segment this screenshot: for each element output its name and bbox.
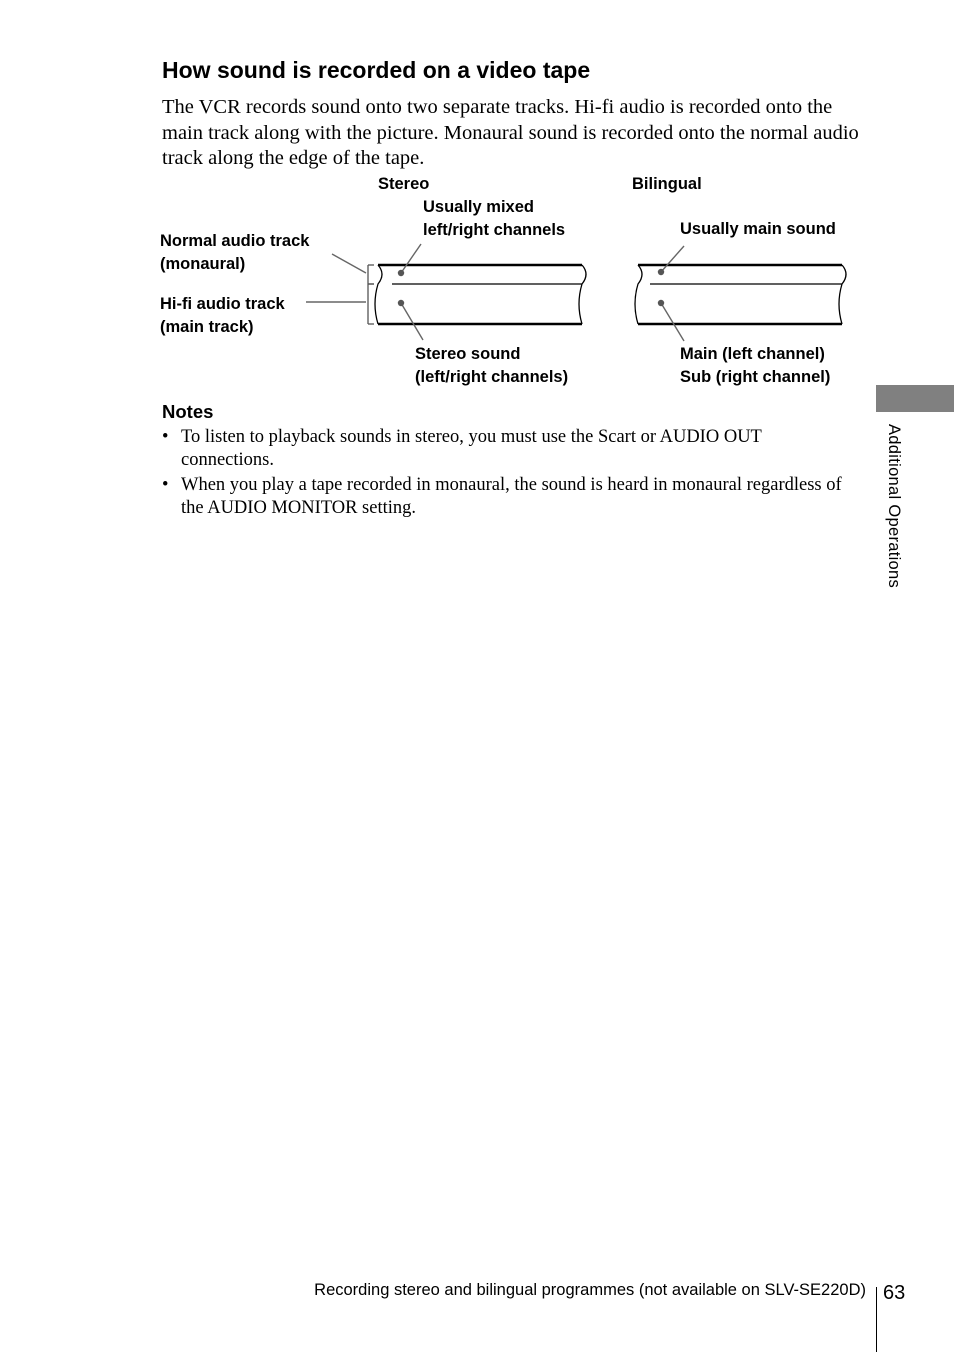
bilingual-bottom-dot: [658, 300, 664, 306]
stereo-top-label: [423, 196, 565, 242]
normal-track-leader: [332, 254, 366, 273]
footer-divider: [876, 1287, 877, 1352]
note-item: [162, 426, 852, 472]
section-tab-marker: [876, 385, 954, 412]
hifi-track-label: [160, 293, 285, 339]
section-heading: How sound is recorded on a video tape: [162, 57, 591, 83]
normal-track-label-line-2: (monaural): [160, 255, 246, 273]
stereo-top-label-line-2: left/right channels: [423, 221, 566, 239]
bullet-icon: •: [162, 475, 169, 495]
stereo-bottom-label-line-1: Stereo sound: [415, 345, 521, 363]
bilingual-top-dot: [658, 269, 664, 275]
stereo-title: Stereo: [378, 175, 430, 193]
page-number: 63: [883, 1282, 906, 1304]
stereo-bottom-label: [415, 343, 568, 389]
stereo-bottom-label-line-2: (left/right channels): [415, 368, 569, 386]
track-bracket: [368, 265, 374, 324]
note-text: To listen to playback sounds in stereo, you must use the Scart or AUDIO OUT connections.: [181, 427, 762, 470]
bilingual-bottom-label-line-1: Main (left channel): [680, 345, 825, 363]
intro-paragraph: The VCR records sound onto two separate tracks. Hi-fi audio is recorded onto the main track along with the picture. Monaural sound is recorded onto the normal audio track along the edge of the tape.: [162, 96, 859, 169]
stereo-tape: [375, 265, 586, 324]
bilingual-bottom-label-line-2: Sub (right channel): [680, 368, 831, 386]
bullet-icon: •: [162, 427, 169, 447]
notes-list: [162, 426, 852, 522]
notes-title: Notes: [162, 401, 214, 422]
hifi-track-label-line-2: (main track): [160, 318, 254, 336]
footer-chapter-title: Recording stereo and bilingual programmes (not available on SLV-SE220D): [314, 1281, 866, 1299]
bilingual-bottom-leader: [661, 303, 684, 341]
hifi-track-label-line-1: Hi-fi audio track: [160, 295, 285, 313]
bilingual-top-leader: [661, 246, 684, 272]
section-side-label: Additional Operations: [885, 424, 903, 589]
normal-track-label-line-1: Normal audio track: [160, 232, 310, 250]
note-item: [162, 474, 852, 520]
normal-track-label: [160, 230, 309, 276]
note-text: When you play a tape recorded in monaural, the sound is heard in monaural regardless of the AUDIO MONITOR setting.: [181, 475, 842, 518]
stereo-top-label-line-1: Usually mixed: [423, 198, 534, 216]
stereo-top-dot: [398, 270, 404, 276]
bilingual-bottom-label: [680, 343, 830, 389]
bilingual-title: Bilingual: [632, 175, 702, 193]
bilingual-top-label: Usually main sound: [680, 220, 836, 238]
stereo-top-leader: [401, 244, 421, 273]
bilingual-tape: [635, 265, 846, 324]
stereo-bottom-dot: [398, 300, 404, 306]
stereo-bottom-leader: [401, 303, 423, 340]
